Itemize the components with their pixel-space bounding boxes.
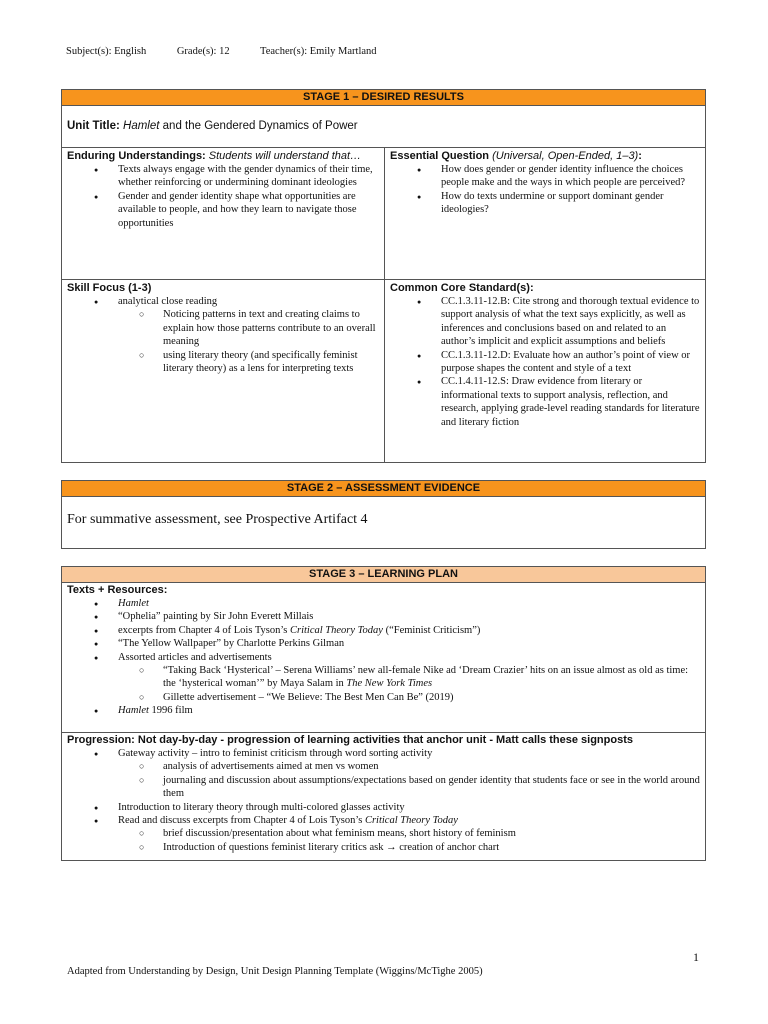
list-item: ● CC.1.3.11-12.B: Cite strong and thorough textual evidence to support analysis of what the text says explicitly, as well as inferences and conclusions based on and related to an author’s implicit and explicit assumptions and beliefs xyxy=(390,295,700,349)
assessment-row xyxy=(62,497,705,548)
assessment-text: For summative assessment, see Prospective Artifact 4 xyxy=(67,512,368,527)
enduring-understandings-cell xyxy=(62,148,385,279)
sub-list-item: ○ Introduction of questions feminist literary critics ask → creation of anchor chart xyxy=(67,841,700,854)
progression-row xyxy=(62,733,705,860)
sub-list-item: ○ Noticing patterns in text and creating claims to explain how those patterns contribute to an overall meaning xyxy=(67,308,379,348)
stage1-table xyxy=(61,89,706,463)
footer-citation: Adapted from Understanding by Design, Unit Design Planning Template (Wiggins/McTighe 2005) xyxy=(67,966,483,977)
common-core-list xyxy=(390,295,700,429)
list-item: ● How does gender or gender identity influence the choices people make and the ways in which people are perceived? xyxy=(390,163,700,190)
list-item: ● Assorted articles and advertisements xyxy=(67,651,700,664)
common-core-cell xyxy=(385,280,705,462)
list-item: ● CC.1.3.11-12.D: Evaluate how an author’s point of view or purpose shapes the content and style of a text xyxy=(390,349,700,376)
skill-focus-list xyxy=(67,295,379,375)
texts-resources-cell xyxy=(62,583,705,720)
enduring-understandings-list xyxy=(67,163,379,230)
sub-list-item: ○ brief discussion/presentation about what feminism means, short history of feminism xyxy=(67,827,700,840)
stage1-title: STAGE 1 – DESIRED RESULTS xyxy=(62,90,705,106)
list-item: ● Read and discuss excerpts from Chapter 4 of Lois Tyson’s Critical Theory Today xyxy=(67,814,700,827)
list-item: ● How do texts undermine or support dominant gender ideologies? xyxy=(390,190,700,217)
list-item: ● Hamlet xyxy=(67,597,700,610)
progression-heading: Progression: Not day-by-day - progression of learning activities that anchor unit - Matt calls these signposts xyxy=(67,734,633,746)
list-item: ● Texts always engage with the gender dynamics of their time, whether reinforcing or undermining dominant ideologies xyxy=(67,163,379,190)
understanding-row xyxy=(62,148,705,280)
document-header xyxy=(66,46,405,57)
progression-list xyxy=(67,747,700,854)
list-item: ● Hamlet 1996 film xyxy=(67,704,700,717)
sub-list-item: ○ analysis of advertisements aimed at men vs women xyxy=(67,760,700,773)
sub-list-item: ○ “Taking Back ‘Hysterical’ – Serena Williams’ new all-female Nike ad ‘Dream Crazier’ hits on an issue almost as old as time: the ‘hysterical woman’” by Maya Salam in The New York Times xyxy=(67,664,700,691)
stage2-title: STAGE 2 – ASSESSMENT EVIDENCE xyxy=(62,481,705,497)
stage2-table xyxy=(61,480,706,549)
subject-label: Subject(s): English xyxy=(66,46,147,57)
texts-resources-heading: Texts + Resources: xyxy=(67,584,168,596)
list-item: ● Introduction to literary theory through multi-colored glasses activity xyxy=(67,801,700,814)
unit-title: Unit Title: Hamlet and the Gendered Dynamics of Power xyxy=(67,120,358,132)
list-item: ● Gateway activity – intro to feminist criticism through word sorting activity xyxy=(67,747,700,760)
list-item: ● analytical close reading xyxy=(67,295,379,308)
stage3-table xyxy=(61,566,706,861)
list-item: ● “The Yellow Wallpaper” by Charlotte Perkins Gilman xyxy=(67,637,700,650)
skill-focus-heading: Skill Focus (1-3) xyxy=(67,282,152,294)
grade-label: Grade(s): 12 xyxy=(176,46,230,57)
list-item: ● excerpts from Chapter 4 of Lois Tyson’s Critical Theory Today (“Feminist Criticism”) xyxy=(67,624,700,637)
skill-standards-row xyxy=(62,280,705,462)
teacher-label: Teacher(s): Emily Martland xyxy=(260,46,377,57)
essential-question-heading: Essential Question (Universal, Open-Ended, 1–3): xyxy=(390,150,642,162)
enduring-understandings-heading: Enduring Understandings: Students will understand that… xyxy=(67,150,362,162)
skill-focus-cell xyxy=(62,280,385,462)
progression-cell xyxy=(62,733,705,856)
essential-question-cell xyxy=(385,148,705,279)
sub-list-item: ○ Gillette advertisement – “We Believe: The Best Men Can Be” (2019) xyxy=(67,691,700,704)
stage3-title: STAGE 3 – LEARNING PLAN xyxy=(62,567,705,583)
unit-title-row xyxy=(62,106,705,148)
common-core-heading: Common Core Standard(s): xyxy=(390,282,534,294)
texts-resources-row xyxy=(62,583,705,733)
page-number: 1 xyxy=(693,950,699,964)
list-item: ● “Ophelia” painting by Sir John Everett Millais xyxy=(67,610,700,623)
sub-list-item: ○ journaling and discussion about assumptions/expectations based on gender identity that students face or see in the world around them xyxy=(67,774,700,801)
list-item: ● CC.1.4.11-12.S: Draw evidence from literary or informational texts to support analysis, reflection, and research, applying grade-level reading standards for literature and literary fiction xyxy=(390,375,700,429)
resources-list xyxy=(67,597,700,718)
list-item: ● Gender and gender identity shape what opportunities are available to people, and how they learn to navigate those opportunities xyxy=(67,190,379,230)
sub-list-item: ○ using literary theory (and specifically feminist literary theory) as a lens for interpreting texts xyxy=(67,349,379,376)
essential-question-list xyxy=(390,163,700,217)
